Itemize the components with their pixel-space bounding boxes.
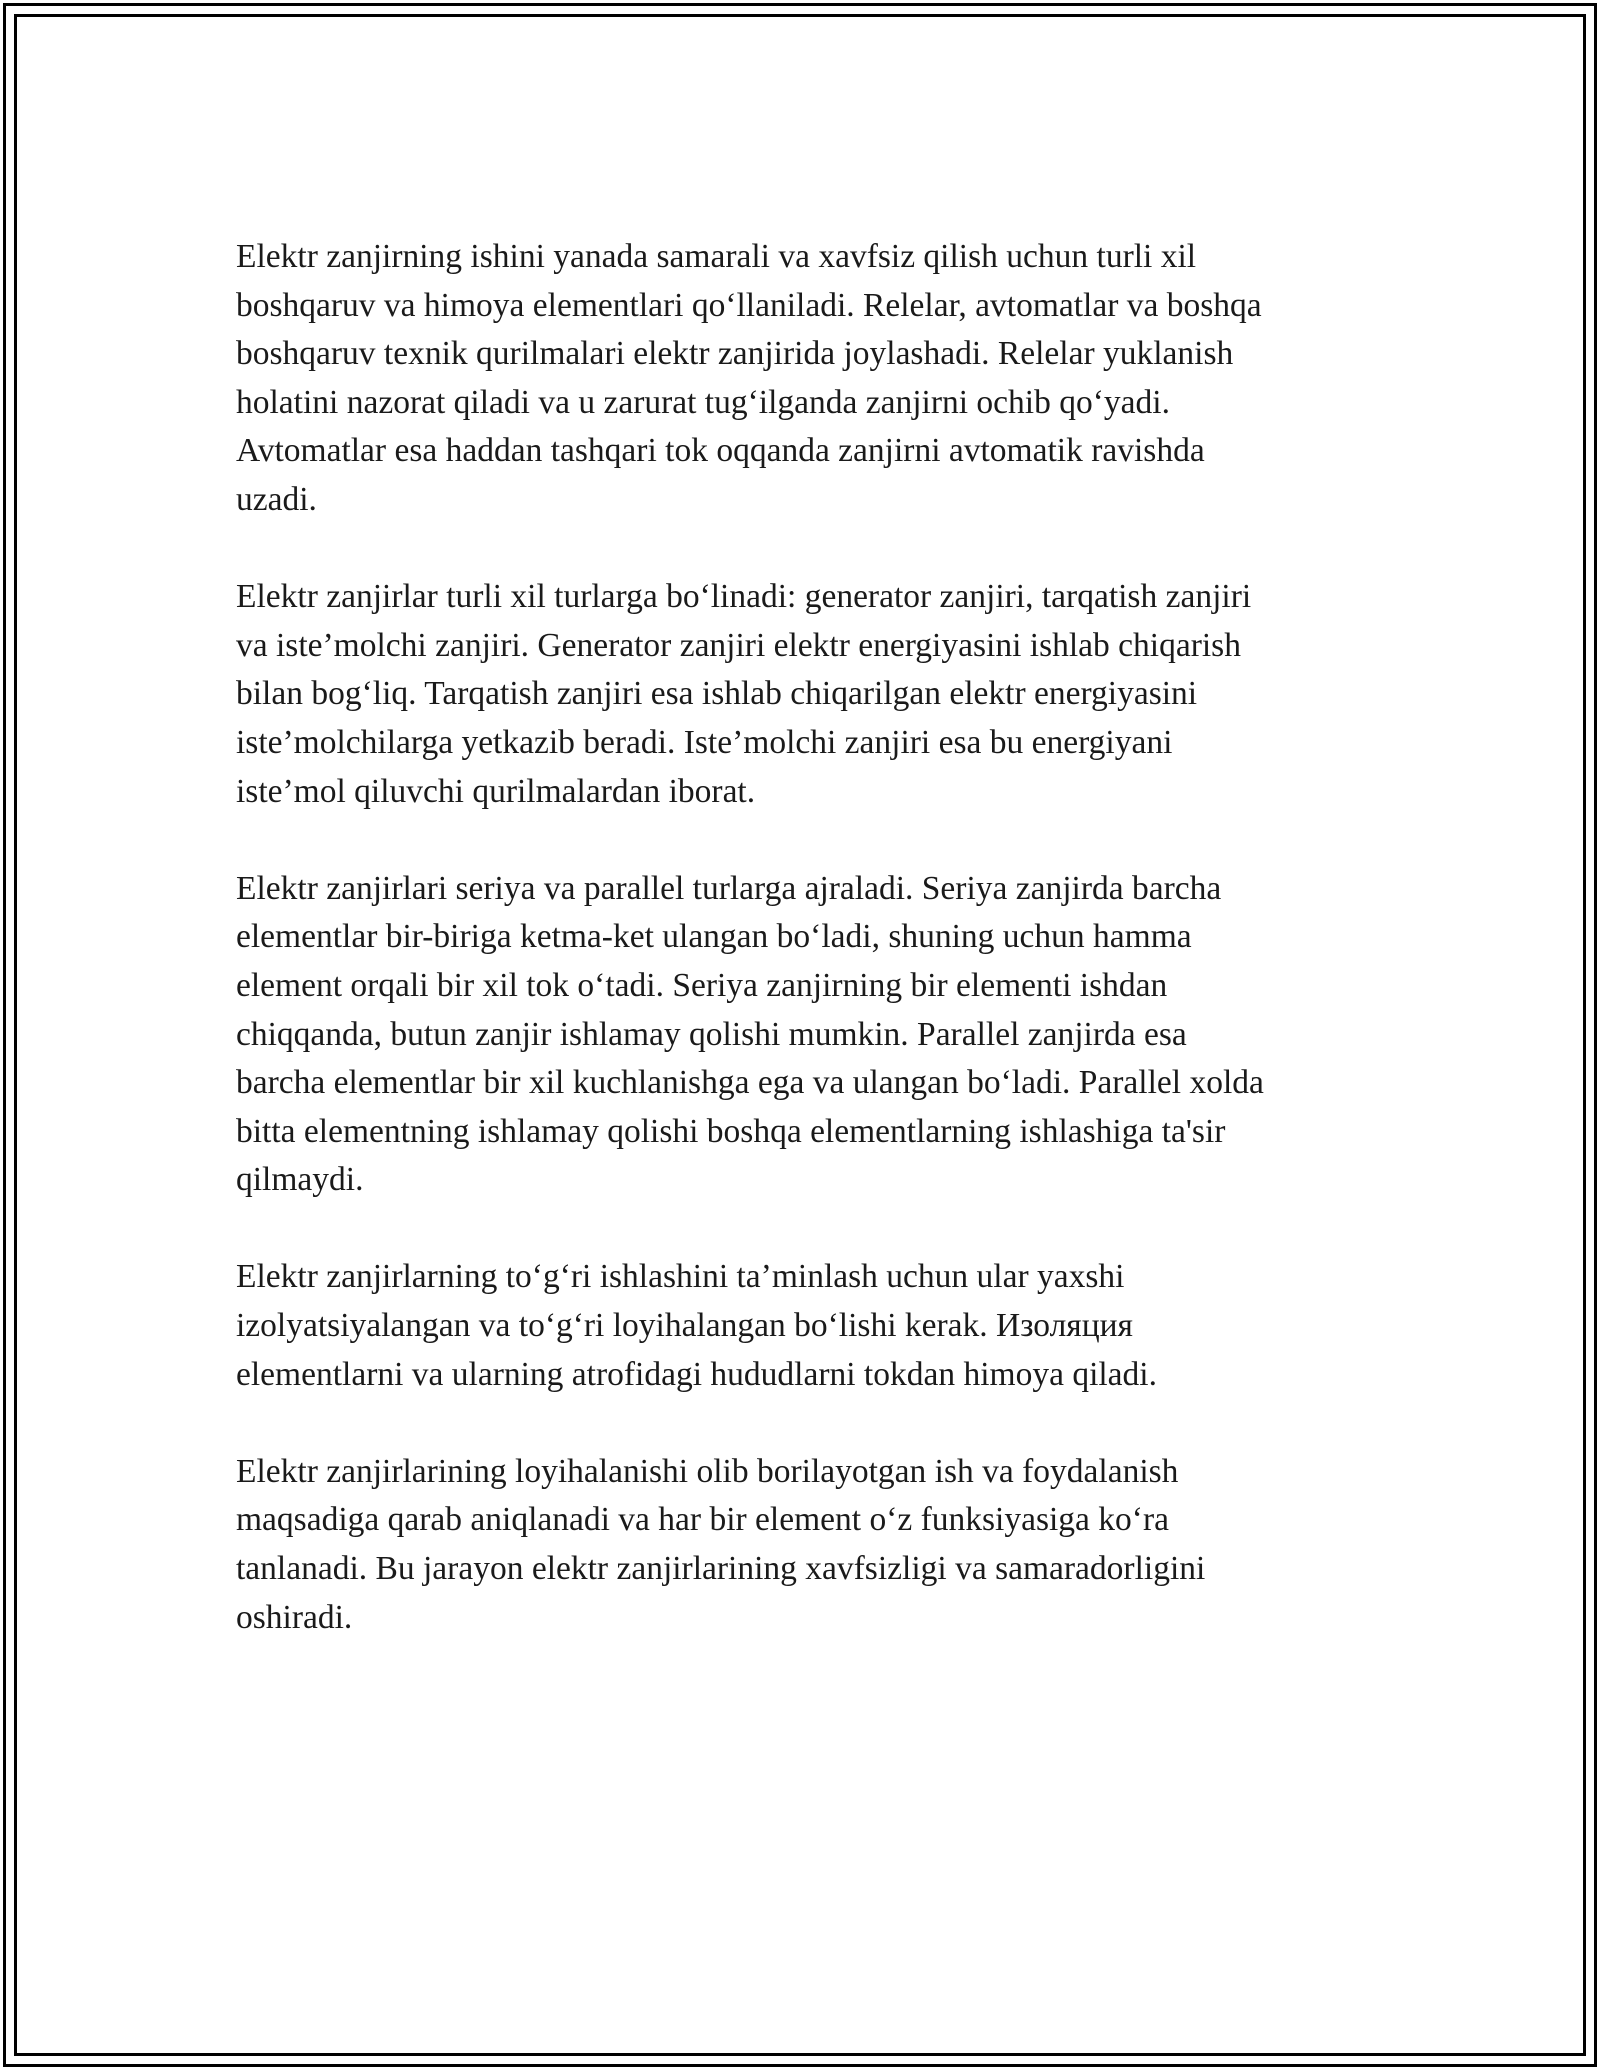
- paragraph-circuit-types: Elektr zanjirlar turli xil turlarga bo‘linadi: generator zanjiri, tarqatish zanjiri va iste’molchi zanjiri. Generator zanjiri elektr energiyasini ishlab chiqarish bilan bog‘liq. Tarqatish zanjiri esa ishlab chiqarilgan elektr energiyasini iste’molchilarga yetkazib beradi. Iste’molchi zanjiri esa bu energiyani iste’mol qiluvchi qurilmalardan iborat.: [236, 578, 1252, 810]
- paragraph-series-parallel: Elektr zanjirlari seriya va parallel turlarga ajraladi. Seriya zanjirda barcha elementlar bir-biriga ketma-ket ulangan bo‘ladi, shuning uchun hamma element orqali bir xil tok o‘tadi. Seriya zanjirning bir elementi ishdan chiqqanda, butun zanjir ishlamay qolishi mumkin. Parallel zanjirda esa barcha elementlar bir xil kuchlanishga ega va ulangan bo‘ladi. Parallel xolda bitta elementning ishlamay qolishi boshqa elementlarning ishlashiga ta'sir qilmaydi.: [236, 869, 1264, 1199]
- document-body: [236, 233, 1366, 1642]
- paragraph-control-elements: Elektr zanjirning ishini yanada samarali va xavfsiz qilish uchun turli xil boshqaruv va himoya elementlari qo‘llaniladi. Relelar, avtomatlar va boshqa boshqaruv texnik qurilmalari elektr zanjirida joylashadi. Relelar yuklanish holatini nazorat qiladi va u zarurat tug‘ilganda zanjirni ochib qo‘yadi. Avtomatlar esa haddan tashqari tok oqqanda zanjirni avtomatik ravishda uzadi.: [236, 238, 1262, 518]
- paragraph-design: Elektr zanjirlarining loyihalanishi olib borilayotgan ish va foydalanish maqsadiga qarab aniqlanadi va har bir element o‘z funksiyasiga ko‘ra tanlanadi. Bu jarayon elektr zanjirlarining xavfsizligi va samaradorligini oshiradi.: [236, 1452, 1206, 1636]
- paragraph-insulation: Elektr zanjirlarning to‘g‘ri ishlashini ta’minlash uchun ular yaxshi izolyatsiyalangan va to‘g‘ri loyihalangan bo‘lishi kerak. Изоляция elementlarni va ularning atrofidagi hududlarni tokdan himoya qiladi.: [236, 1258, 1157, 1393]
